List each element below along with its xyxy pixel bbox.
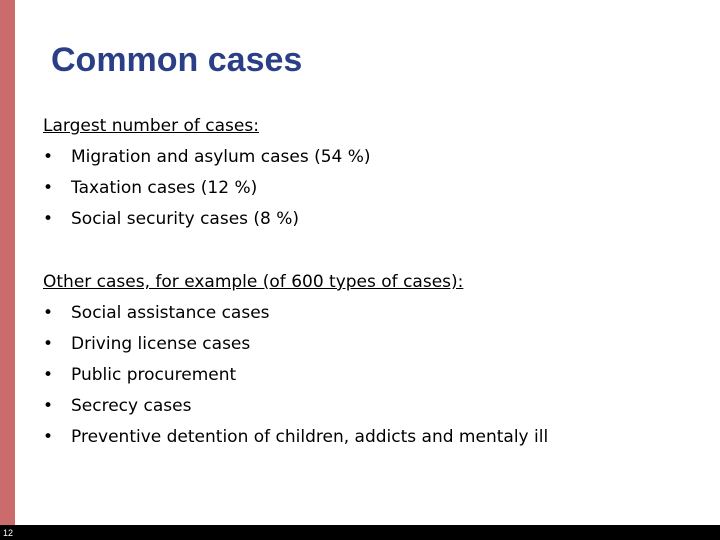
list-item bbox=[43, 302, 270, 324]
slide-title: Common cases bbox=[51, 41, 303, 79]
section-heading-largest: Largest number of cases: bbox=[43, 116, 259, 136]
list-item-text: Public procurement bbox=[71, 365, 237, 385]
list-item-text: Driving license cases bbox=[71, 334, 251, 354]
bullet-icon: • bbox=[43, 147, 54, 167]
list-item-text: Taxation cases (12 %) bbox=[71, 178, 258, 198]
list-item-text: Social assistance cases bbox=[71, 303, 270, 323]
list-item-text: Preventive detention of children, addicts and mentaly ill bbox=[71, 427, 549, 447]
bullet-icon: • bbox=[43, 178, 54, 198]
list-item bbox=[43, 177, 257, 199]
list-item-text: Social security cases (8 %) bbox=[71, 209, 300, 229]
footer-bar bbox=[0, 525, 720, 540]
list-item bbox=[43, 146, 371, 168]
page-number: 12 bbox=[3, 528, 14, 538]
list-item-text: Secrecy cases bbox=[71, 396, 192, 416]
bullet-icon: • bbox=[43, 303, 54, 323]
bullet-icon: • bbox=[43, 427, 54, 447]
left-accent-bar bbox=[0, 0, 15, 525]
bullet-icon: • bbox=[43, 209, 54, 229]
bullet-icon: • bbox=[43, 365, 54, 385]
list-item bbox=[43, 364, 236, 386]
bullet-icon: • bbox=[43, 334, 54, 354]
list-item-text: Migration and asylum cases (54 %) bbox=[71, 147, 371, 167]
list-item bbox=[43, 333, 250, 355]
list-item bbox=[43, 395, 191, 417]
list-item bbox=[43, 208, 299, 230]
section-heading-other: Other cases, for example (of 600 types of cases): bbox=[43, 272, 464, 292]
list-item bbox=[43, 426, 548, 448]
bullet-icon: • bbox=[43, 396, 54, 416]
